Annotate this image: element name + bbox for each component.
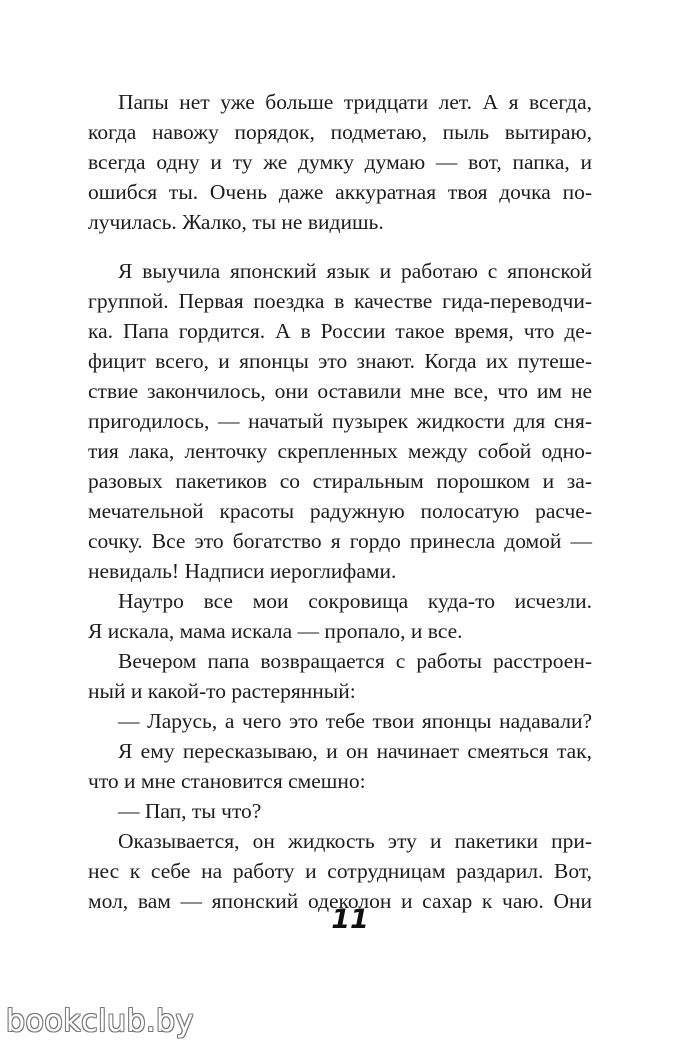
text-line: тия лака, ленточку скрепленных между собой одно- — [88, 439, 592, 463]
text-line: мол, вам — японский одеколон и сахар к чаю. Они — [88, 889, 592, 913]
text-line: Папы нет уже больше тридцати лет. А я всегда, — [118, 90, 592, 114]
text-line: Оказывается, он жидкость эту и пакетики при- — [118, 829, 592, 853]
page-number: 11 — [331, 904, 369, 935]
text-line: ошибся ты. Очень даже аккуратная твоя дочка по- — [88, 180, 592, 204]
text-line: что и мне становится смешно: — [88, 769, 366, 793]
text-line: когда навожу порядок, подметаю, пыль вытираю, — [88, 120, 592, 144]
text-line: — Пап, ты что? — [118, 799, 262, 823]
text-line: Я выучила японский язык и работаю с японской — [118, 259, 592, 283]
text-line: Вечером папа возвращается с работы расстроен- — [118, 649, 592, 673]
text-line: невидаль! Надписи иероглифами. — [88, 559, 397, 583]
text-line: сочку. Все это богатство я гордо принесла домой — — [88, 529, 592, 553]
text-line: ка. Папа гордится. А в России такое время, что де- — [88, 319, 592, 343]
text-line: ствие закончилось, они оставили мне все, что им не — [88, 379, 592, 403]
text-line: всегда одну и ту же думку думаю — вот, папка, и — [88, 150, 592, 174]
text-line: фицит всего, и японцы это знают. Когда их путеше- — [88, 349, 592, 373]
text-line: разовых пакетиков со стиральным порошком и за- — [88, 469, 592, 493]
text-line: пригодилось, — начатый пузырек жидкости для сня- — [88, 409, 592, 433]
text-line: лучилась. Жалко, ты не видишь. — [88, 210, 384, 234]
text-line: ный и какой-то растерянный: — [88, 679, 356, 703]
text-line: группой. Первая поездка в качестве гида-переводчи- — [88, 289, 592, 313]
text-line: Наутро все мои сокровища куда-то исчезли. — [118, 589, 592, 613]
text-line: — Ларусь, а чего это тебе твои японцы надавали? — [118, 709, 592, 733]
site-watermark: bookclub.by — [6, 1004, 194, 1039]
text-line: Я искала, мама искала — пропало, и все. — [88, 619, 463, 643]
text-line: нес к себе на работу и сотрудницам раздарил. Вот, — [88, 859, 592, 883]
text-line: мечательной красоты радужную полосатую расче- — [88, 499, 592, 523]
text-line: Я ему пересказываю, и он начинает смеяться так, — [118, 739, 592, 763]
